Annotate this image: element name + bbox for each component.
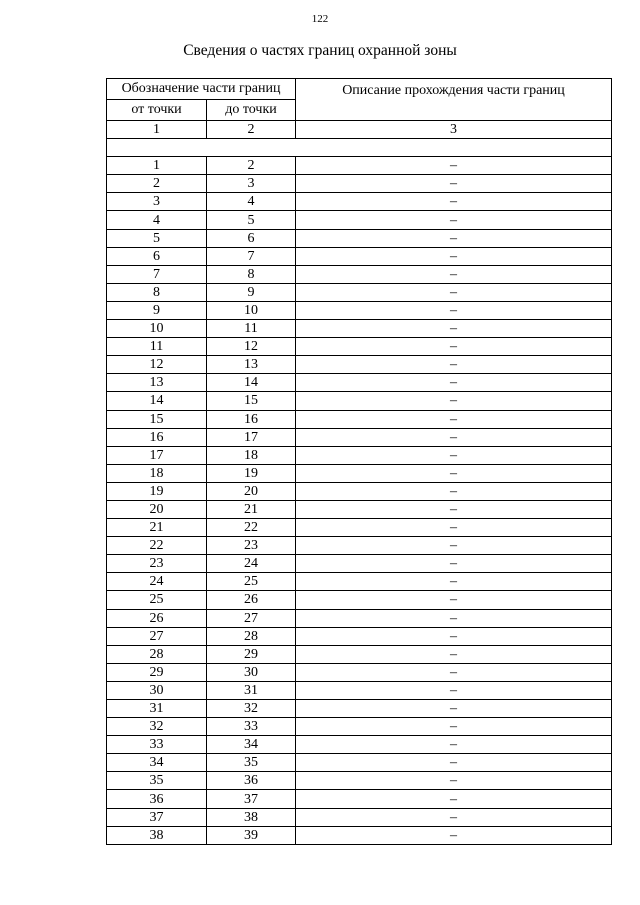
table-row bbox=[107, 247, 612, 265]
description-cell: – bbox=[296, 700, 612, 718]
description-cell: – bbox=[296, 301, 612, 319]
table-row bbox=[107, 754, 612, 772]
to-point-cell: 38 bbox=[207, 808, 296, 826]
from-point-cell: 23 bbox=[107, 555, 207, 573]
description-cell: – bbox=[296, 229, 612, 247]
to-point-cell: 12 bbox=[207, 338, 296, 356]
table-row bbox=[107, 609, 612, 627]
header-row-group bbox=[107, 79, 612, 100]
from-point-cell: 21 bbox=[107, 519, 207, 537]
table-row bbox=[107, 320, 612, 338]
to-point-cell: 15 bbox=[207, 392, 296, 410]
description-cell: – bbox=[296, 645, 612, 663]
table-row bbox=[107, 482, 612, 500]
to-point-cell: 28 bbox=[207, 627, 296, 645]
table-row bbox=[107, 500, 612, 518]
page-title: Сведения о частях границ охранной зоны bbox=[183, 42, 457, 59]
column-number-row bbox=[107, 121, 612, 139]
table-row bbox=[107, 519, 612, 537]
from-point-cell: 1 bbox=[107, 157, 207, 175]
from-point-cell: 38 bbox=[107, 826, 207, 844]
table-row bbox=[107, 338, 612, 356]
to-point-cell: 6 bbox=[207, 229, 296, 247]
boundary-table bbox=[106, 78, 612, 845]
header-description: Описание прохождения части границ bbox=[296, 79, 612, 121]
from-point-cell: 29 bbox=[107, 663, 207, 681]
to-point-cell: 37 bbox=[207, 790, 296, 808]
from-point-cell: 24 bbox=[107, 573, 207, 591]
description-cell: – bbox=[296, 573, 612, 591]
description-cell: – bbox=[296, 663, 612, 681]
from-point-cell: 5 bbox=[107, 229, 207, 247]
description-cell: – bbox=[296, 338, 612, 356]
from-point-cell: 30 bbox=[107, 681, 207, 699]
to-point-cell: 14 bbox=[207, 374, 296, 392]
to-point-cell: 17 bbox=[207, 428, 296, 446]
to-point-cell: 23 bbox=[207, 537, 296, 555]
from-point-cell: 22 bbox=[107, 537, 207, 555]
to-point-cell: 9 bbox=[207, 283, 296, 301]
table-row bbox=[107, 591, 612, 609]
from-point-cell: 35 bbox=[107, 772, 207, 790]
to-point-cell: 4 bbox=[207, 193, 296, 211]
to-point-cell: 20 bbox=[207, 482, 296, 500]
to-point-cell: 8 bbox=[207, 265, 296, 283]
from-point-cell: 12 bbox=[107, 356, 207, 374]
from-point-cell: 15 bbox=[107, 410, 207, 428]
to-point-cell: 5 bbox=[207, 211, 296, 229]
table-row bbox=[107, 736, 612, 754]
from-point-cell: 18 bbox=[107, 464, 207, 482]
table-row bbox=[107, 681, 612, 699]
to-point-cell: 26 bbox=[207, 591, 296, 609]
description-cell: – bbox=[296, 265, 612, 283]
to-point-cell: 18 bbox=[207, 446, 296, 464]
to-point-cell: 36 bbox=[207, 772, 296, 790]
to-point-cell: 19 bbox=[207, 464, 296, 482]
from-point-cell: 4 bbox=[107, 211, 207, 229]
description-cell: – bbox=[296, 247, 612, 265]
to-point-cell: 30 bbox=[207, 663, 296, 681]
table-row bbox=[107, 374, 612, 392]
to-point-cell: 35 bbox=[207, 754, 296, 772]
table-row bbox=[107, 573, 612, 591]
to-point-cell: 10 bbox=[207, 301, 296, 319]
table-row bbox=[107, 826, 612, 844]
description-cell: – bbox=[296, 320, 612, 338]
table-row bbox=[107, 790, 612, 808]
table-row bbox=[107, 464, 612, 482]
description-cell: – bbox=[296, 609, 612, 627]
table-row bbox=[107, 808, 612, 826]
from-point-cell: 33 bbox=[107, 736, 207, 754]
to-point-cell: 21 bbox=[207, 500, 296, 518]
table-row bbox=[107, 718, 612, 736]
table-row bbox=[107, 428, 612, 446]
from-point-cell: 14 bbox=[107, 392, 207, 410]
to-point-cell: 2 bbox=[207, 157, 296, 175]
table-row bbox=[107, 283, 612, 301]
from-point-cell: 20 bbox=[107, 500, 207, 518]
table-row bbox=[107, 356, 612, 374]
to-point-cell: 32 bbox=[207, 700, 296, 718]
from-point-cell: 25 bbox=[107, 591, 207, 609]
from-point-cell: 36 bbox=[107, 790, 207, 808]
table-row bbox=[107, 229, 612, 247]
description-cell: – bbox=[296, 500, 612, 518]
description-cell: – bbox=[296, 808, 612, 826]
table-row bbox=[107, 772, 612, 790]
table-row bbox=[107, 301, 612, 319]
to-point-cell: 13 bbox=[207, 356, 296, 374]
to-point-cell: 34 bbox=[207, 736, 296, 754]
table-row bbox=[107, 157, 612, 175]
table-row bbox=[107, 537, 612, 555]
to-point-cell: 16 bbox=[207, 410, 296, 428]
from-point-cell: 34 bbox=[107, 754, 207, 772]
from-point-cell: 7 bbox=[107, 265, 207, 283]
from-point-cell: 10 bbox=[107, 320, 207, 338]
table-row bbox=[107, 410, 612, 428]
header-from-point: от точки bbox=[107, 100, 207, 121]
description-cell: – bbox=[296, 537, 612, 555]
from-point-cell: 13 bbox=[107, 374, 207, 392]
column-number-2: 2 bbox=[207, 121, 296, 139]
table-row bbox=[107, 663, 612, 681]
table-row bbox=[107, 446, 612, 464]
to-point-cell: 22 bbox=[207, 519, 296, 537]
header-to-point: до точки bbox=[207, 100, 296, 121]
to-point-cell: 11 bbox=[207, 320, 296, 338]
table-row bbox=[107, 265, 612, 283]
description-cell: – bbox=[296, 591, 612, 609]
to-point-cell: 25 bbox=[207, 573, 296, 591]
from-point-cell: 32 bbox=[107, 718, 207, 736]
description-cell: – bbox=[296, 392, 612, 410]
description-cell: – bbox=[296, 356, 612, 374]
description-cell: – bbox=[296, 790, 612, 808]
to-point-cell: 31 bbox=[207, 681, 296, 699]
description-cell: – bbox=[296, 736, 612, 754]
to-point-cell: 29 bbox=[207, 645, 296, 663]
from-point-cell: 28 bbox=[107, 645, 207, 663]
description-cell: – bbox=[296, 283, 612, 301]
table-row bbox=[107, 193, 612, 211]
from-point-cell: 11 bbox=[107, 338, 207, 356]
column-number-1: 1 bbox=[107, 121, 207, 139]
description-cell: – bbox=[296, 718, 612, 736]
description-cell: – bbox=[296, 211, 612, 229]
table-row bbox=[107, 700, 612, 718]
from-point-cell: 37 bbox=[107, 808, 207, 826]
description-cell: – bbox=[296, 754, 612, 772]
description-cell: – bbox=[296, 410, 612, 428]
from-point-cell: 17 bbox=[107, 446, 207, 464]
description-cell: – bbox=[296, 157, 612, 175]
table-row bbox=[107, 392, 612, 410]
description-cell: – bbox=[296, 555, 612, 573]
column-number-3: 3 bbox=[296, 121, 612, 139]
from-point-cell: 8 bbox=[107, 283, 207, 301]
description-cell: – bbox=[296, 446, 612, 464]
description-cell: – bbox=[296, 482, 612, 500]
page-number: 122 bbox=[311, 13, 329, 25]
description-cell: – bbox=[296, 826, 612, 844]
from-point-cell: 31 bbox=[107, 700, 207, 718]
description-cell: – bbox=[296, 627, 612, 645]
section-spacer-cell bbox=[107, 139, 612, 157]
from-point-cell: 16 bbox=[107, 428, 207, 446]
to-point-cell: 24 bbox=[207, 555, 296, 573]
from-point-cell: 26 bbox=[107, 609, 207, 627]
to-point-cell: 39 bbox=[207, 826, 296, 844]
description-cell: – bbox=[296, 193, 612, 211]
description-cell: – bbox=[296, 374, 612, 392]
description-cell: – bbox=[296, 681, 612, 699]
table-row bbox=[107, 211, 612, 229]
from-point-cell: 2 bbox=[107, 175, 207, 193]
header-boundary-designation: Обозначение части границ bbox=[107, 79, 296, 100]
from-point-cell: 9 bbox=[107, 301, 207, 319]
to-point-cell: 33 bbox=[207, 718, 296, 736]
section-spacer-row bbox=[107, 139, 612, 157]
description-cell: – bbox=[296, 464, 612, 482]
from-point-cell: 19 bbox=[107, 482, 207, 500]
to-point-cell: 27 bbox=[207, 609, 296, 627]
table-row bbox=[107, 645, 612, 663]
to-point-cell: 3 bbox=[207, 175, 296, 193]
table-row bbox=[107, 627, 612, 645]
from-point-cell: 6 bbox=[107, 247, 207, 265]
from-point-cell: 27 bbox=[107, 627, 207, 645]
description-cell: – bbox=[296, 519, 612, 537]
from-point-cell: 3 bbox=[107, 193, 207, 211]
table-row bbox=[107, 175, 612, 193]
description-cell: – bbox=[296, 772, 612, 790]
to-point-cell: 7 bbox=[207, 247, 296, 265]
table-row bbox=[107, 555, 612, 573]
description-cell: – bbox=[296, 428, 612, 446]
description-cell: – bbox=[296, 175, 612, 193]
